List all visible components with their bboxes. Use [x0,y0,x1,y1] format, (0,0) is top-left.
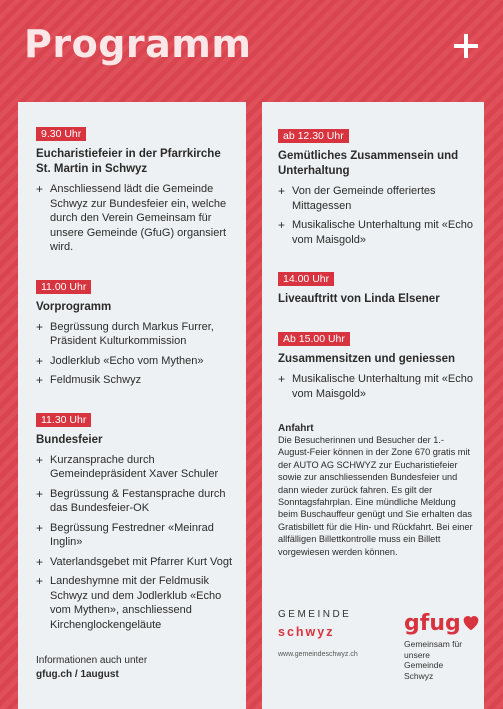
program-item: + Feldmusik Schwyz [36,373,234,388]
program-section [36,410,234,633]
info-note [36,654,234,681]
info-line-1: Informationen auch unter [36,655,148,666]
program-section [278,269,474,307]
program-item: + Vaterlandsgebet mit Pfarrer Kurt Vogt [36,555,234,570]
program-item: + Kurzansprache durch Gemeindepräsident Xaver Schuler [36,453,234,482]
anfahrt-text: Die Besucherinnen und Besucher der 1.-August-Feier können in der Zone 670 gratis mit der AUTO AG SCHWYZ zur Eucharistiefeier sowie zur anschliessenden Bundesfeier und dann wieder zurück fahren. Es gilt der Sonntagsfahrplan. Eine mündliche Meldung beim Buschauffeur genügt und Sie erhalten das Gratisbillett für die Hin- und Rückfahrt. Bei einer allfälligen Billettkontrolle muss ein Billett vorgewiesen werden können. [278,435,473,557]
program-item: + Musikalische Unterhaltung mit «Echo vom Maisgold» [278,372,474,401]
program-item: + Anschliessend lädt die Gemeinde Schwyz zur Bundesfeier ein, welche durch den Verein Gemeinsam für unsere Gemeinde (GfuG) organsiert wird. [36,182,234,255]
gfug-logo: gfug [404,611,461,636]
right-sections [278,126,474,401]
time-badge: Ab 15.00 Uhr [278,332,350,346]
plus-icon [452,32,480,60]
schwyz-logo-text: schwyz [278,625,335,639]
program-section [278,126,474,247]
footer-logos [278,609,474,679]
program-card-right [262,102,484,709]
time-badge: 11.00 Uhr [36,280,91,294]
program-item: + Musikalische Unterhaltung mit «Echo vom Maisgold» [278,218,474,247]
program-item: + Begrüssung Festredner «Meinrad Inglin» [36,521,234,550]
program-section [36,124,234,255]
program-item: + Begrüssung durch Markus Furrer, Präsident Kulturkommission [36,320,234,349]
program-section [278,329,474,401]
program-item: + Von der Gemeinde offeriertes Mittagessen [278,184,474,213]
section-heading: Gemütliches Zusammensein und Unterhaltung [278,150,459,177]
heart-icon [460,611,482,633]
program-card-left [18,102,246,709]
page-title: Programm [24,22,252,66]
left-sections [36,124,234,632]
time-badge: 9.30 Uhr [36,127,86,141]
section-heading: Bundesfeier [36,433,103,446]
time-badge: 11.30 Uhr [36,413,91,427]
gfug-tagline-1: Gemeinsam für unsere [404,639,463,660]
section-heading: Vorprogramm [36,300,112,313]
program-item: + Begrüssung & Festansprache durch das Bundesfeier-OK [36,487,234,516]
section-heading: Zusammensitzen und geniessen [278,353,456,365]
section-heading: Eucharistiefeier in der Pfarrkirche St. Martin in Schwyz [36,148,221,175]
time-badge: 14.00 Uhr [278,272,334,286]
gfug-tagline-2: Gemeinde Schwyz [404,660,444,681]
program-item: + Jodlerklub «Echo vom Mythen» [36,354,234,369]
anfahrt-title: Anfahrt [278,423,314,434]
program-section [36,277,234,388]
gfug-tagline [404,639,474,681]
program-item: + Landeshymne mit der Feldmusik Schwyz und dem Jodlerklub «Echo vom Mythen», anschliessend Kirchenglockengeläute [36,574,234,632]
time-badge: ab 12.30 Uhr [278,129,349,143]
gemeinde-label: GEMEINDE [278,609,352,620]
section-heading: Liveauftritt von Linda Elsener [278,293,440,305]
info-link[interactable]: gfug.ch / 1august [36,668,119,680]
gemeinde-url[interactable]: www.gemeindeschwyz.ch [278,651,358,658]
